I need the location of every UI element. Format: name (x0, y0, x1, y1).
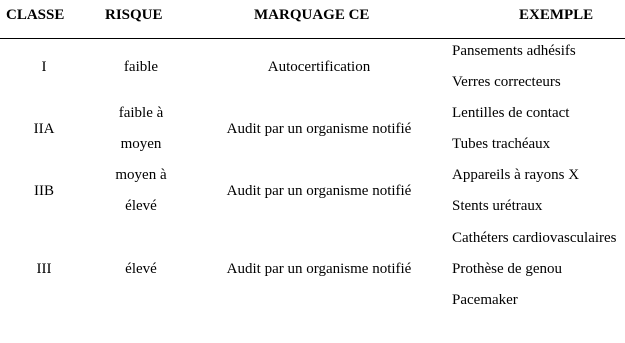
row-2-marquage: Audit par un organisme notifié (226, 121, 412, 137)
header-classe: CLASSE (6, 7, 65, 23)
row-2-risque-line-1: faible à (118, 105, 164, 121)
row-3-risque-line-2: élevé (125, 198, 157, 214)
row-4-exemple-2: Prothèse de genou (452, 261, 562, 277)
row-3-exemple-1: Appareils à rayons X (452, 167, 580, 183)
row-3-exemple-2: Stents urétraux (452, 198, 543, 214)
header-exemple: EXEMPLE (519, 7, 594, 23)
row-4-classe: III (36, 261, 52, 277)
header-divider (0, 38, 625, 39)
row-4-exemple-3: Pacemaker (452, 292, 518, 308)
row-2-risque (95, 98, 187, 160)
row-1-exemple-2: Verres correcteurs (452, 74, 561, 90)
row-2-exemple-2: Tubes trachéaux (452, 136, 551, 152)
header-risque: RISQUE (105, 7, 163, 23)
row-3-risque (95, 160, 187, 222)
row-3-risque-line-1: moyen à (115, 167, 167, 183)
row-1-classe: I (41, 59, 47, 75)
row-2-classe: IIA (33, 121, 55, 137)
header-marquage-ce: MARQUAGE CE (254, 7, 370, 23)
row-4-marquage: Audit par un organisme notifié (226, 261, 412, 277)
row-1-exemple-1: Pansements adhésifs (452, 43, 576, 59)
row-2-risque-line-2: moyen (120, 136, 162, 152)
row-1-risque: faible (123, 59, 159, 75)
row-3-classe: IIB (34, 183, 54, 199)
row-4-exemple-1: Cathéters cardiovasculaires (452, 230, 617, 246)
row-2-exemple-1: Lentilles de contact (452, 105, 570, 121)
row-3-marquage: Audit par un organisme notifié (226, 183, 412, 199)
row-1-marquage: Autocertification (267, 59, 371, 75)
row-4-risque: élevé (125, 261, 157, 277)
